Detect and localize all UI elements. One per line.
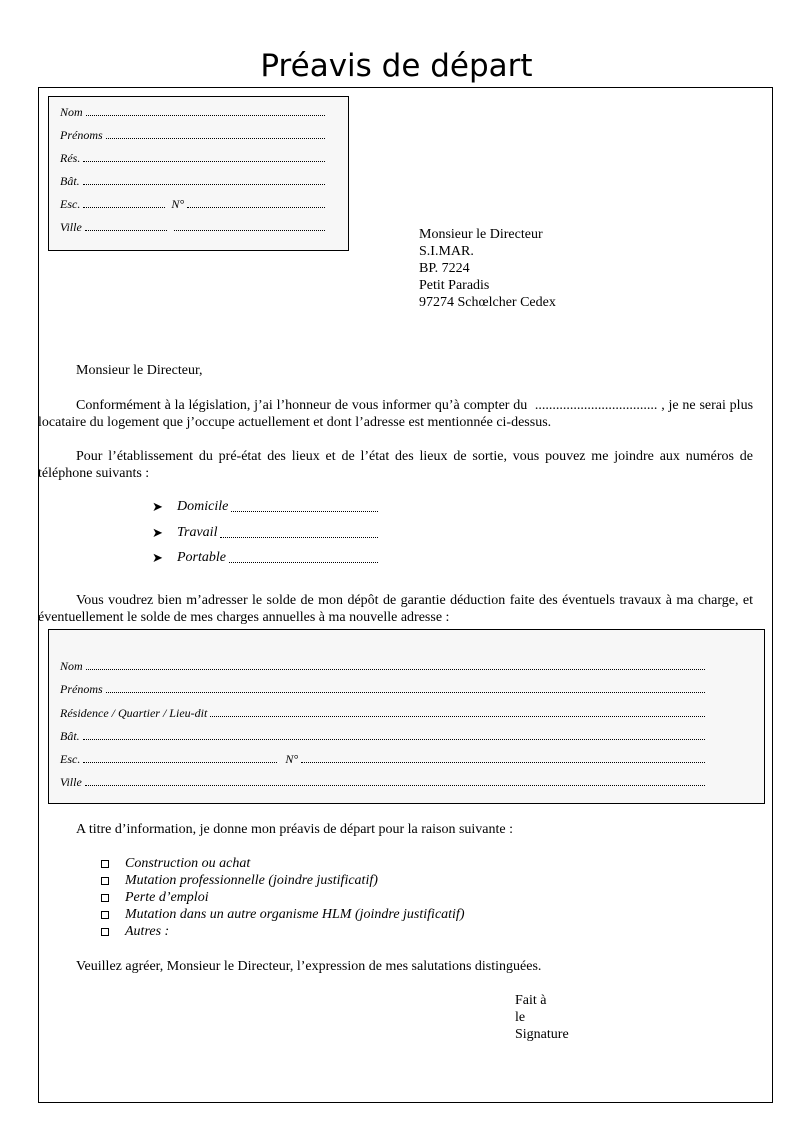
phone-portable-field[interactable] [152, 549, 378, 566]
field-label: Esc. [60, 752, 81, 766]
recipient-address [419, 226, 556, 311]
reason-label: Construction ou achat [125, 856, 251, 871]
field-label: N° [171, 197, 185, 211]
paragraph-notice [38, 397, 753, 431]
fill-line [210, 716, 705, 717]
field-label: Prénoms [60, 682, 103, 696]
phone-domicile-field[interactable] [152, 498, 378, 515]
sender-nom-field[interactable] [60, 105, 325, 119]
fill-line [106, 692, 705, 693]
field-label: Bât. [60, 174, 80, 188]
reason-label: Perte d’emploi [125, 890, 209, 905]
fill-line [86, 669, 705, 670]
fill-line [83, 739, 705, 740]
sender-prenoms-field[interactable] [60, 128, 325, 142]
new-prenoms-field[interactable] [60, 682, 705, 696]
recipient-line: 97274 Schœlcher Cedex [419, 295, 556, 310]
new-residence-field[interactable] [60, 706, 705, 720]
date-blank[interactable]: ................................... [534, 398, 658, 413]
salutation: Monsieur le Directeur, [76, 363, 203, 378]
fait-a-label: Fait à [515, 993, 547, 1008]
fill-line [231, 511, 378, 512]
fill-line [83, 184, 325, 185]
fill-line [106, 138, 325, 139]
fill-line [85, 785, 705, 786]
closing-formula: Veuillez agréer, Monsieur le Directeur, l’expression de mes salutations distinguées. [76, 959, 542, 974]
fill-line [220, 537, 378, 538]
fill-line [83, 161, 325, 162]
reason-intro: A titre d’information, je donne mon préavis de départ pour la raison suivante : [76, 822, 513, 837]
checkbox-icon[interactable] [101, 877, 109, 885]
reason-option[interactable] [100, 855, 250, 872]
paragraph-deposit: Vous voudrez bien m’adresser le solde de mon dépôt de garantie déduction faite des éventuels travaux à ma charge, et éventuellement le solde de mes charges annuelles à ma nouvelle adresse : [38, 593, 753, 625]
checkbox-icon[interactable] [101, 928, 109, 936]
fill-line [83, 207, 165, 208]
field-label: Résidence / Quartier / Lieu-dit [60, 706, 208, 720]
checkbox-icon[interactable] [101, 860, 109, 868]
recipient-line: S.I.MAR. [419, 244, 474, 259]
field-label: Nom [60, 105, 83, 119]
date-label: le [515, 1010, 526, 1025]
arrow-bullet-icon: ➤ [152, 525, 163, 540]
recipient-line: Petit Paradis [419, 278, 490, 293]
new-address-box [48, 629, 765, 804]
arrow-bullet-icon: ➤ [152, 499, 163, 514]
fill-line [83, 762, 277, 763]
reason-label: Autres : [125, 924, 170, 939]
field-label: Bât. [60, 729, 80, 743]
signature-block [515, 992, 569, 1043]
reason-option[interactable] [100, 906, 465, 923]
reason-option[interactable] [100, 872, 378, 889]
new-ville-field[interactable] [60, 775, 705, 789]
new-nom-field[interactable] [60, 659, 705, 673]
paragraph-contact: Pour l’établissement du pré-état des lieux et de l’état des lieux de sortie, vous pouvez me joindre aux numéros de téléphone suivants : [38, 449, 753, 481]
sender-res-field[interactable] [60, 151, 325, 165]
fill-line [174, 230, 325, 231]
signature-label: Signature [515, 1027, 569, 1042]
fill-line [85, 230, 167, 231]
field-label: Ville [60, 775, 82, 789]
field-label: Esc. [60, 197, 81, 211]
sender-esc-no-field[interactable] [60, 197, 325, 211]
phone-label: Travail [177, 525, 218, 540]
field-label: N° [285, 752, 299, 766]
checkbox-icon[interactable] [101, 894, 109, 902]
recipient-line: BP. 7224 [419, 261, 470, 276]
sender-address-box [48, 96, 349, 251]
checkbox-icon[interactable] [101, 911, 109, 919]
new-bat-field[interactable] [60, 729, 705, 743]
new-esc-no-field[interactable] [60, 752, 705, 766]
notice-text: Conformément à la législation, j’ai l’honneur de vous informer qu’à compter du [76, 398, 528, 413]
field-label: Ville [60, 220, 82, 234]
phone-travail-field[interactable] [152, 524, 378, 541]
reason-label: Mutation dans un autre organisme HLM (joindre justificatif) [125, 907, 465, 922]
phone-label: Portable [177, 550, 226, 565]
field-label: Nom [60, 659, 83, 673]
reason-option[interactable] [100, 923, 169, 940]
page-title: Préavis de départ [260, 48, 533, 84]
notice-text-end: , je ne serai plus locataire du logement que j’occupe actuellement et dont l’adresse est mentionnée ci-dessus. [38, 398, 754, 430]
field-label: Rés. [60, 151, 81, 165]
field-label: Prénoms [60, 128, 103, 142]
recipient-line: Monsieur le Directeur [419, 227, 543, 242]
fill-line [187, 207, 325, 208]
reason-option[interactable] [100, 889, 209, 906]
phone-label: Domicile [177, 499, 229, 514]
fill-line [301, 762, 705, 763]
fill-line [86, 115, 325, 116]
sender-bat-field[interactable] [60, 174, 325, 188]
fill-line [229, 562, 378, 563]
sender-ville-field[interactable] [60, 220, 325, 234]
reason-label: Mutation professionnelle (joindre justificatif) [125, 873, 378, 888]
arrow-bullet-icon: ➤ [152, 550, 163, 565]
